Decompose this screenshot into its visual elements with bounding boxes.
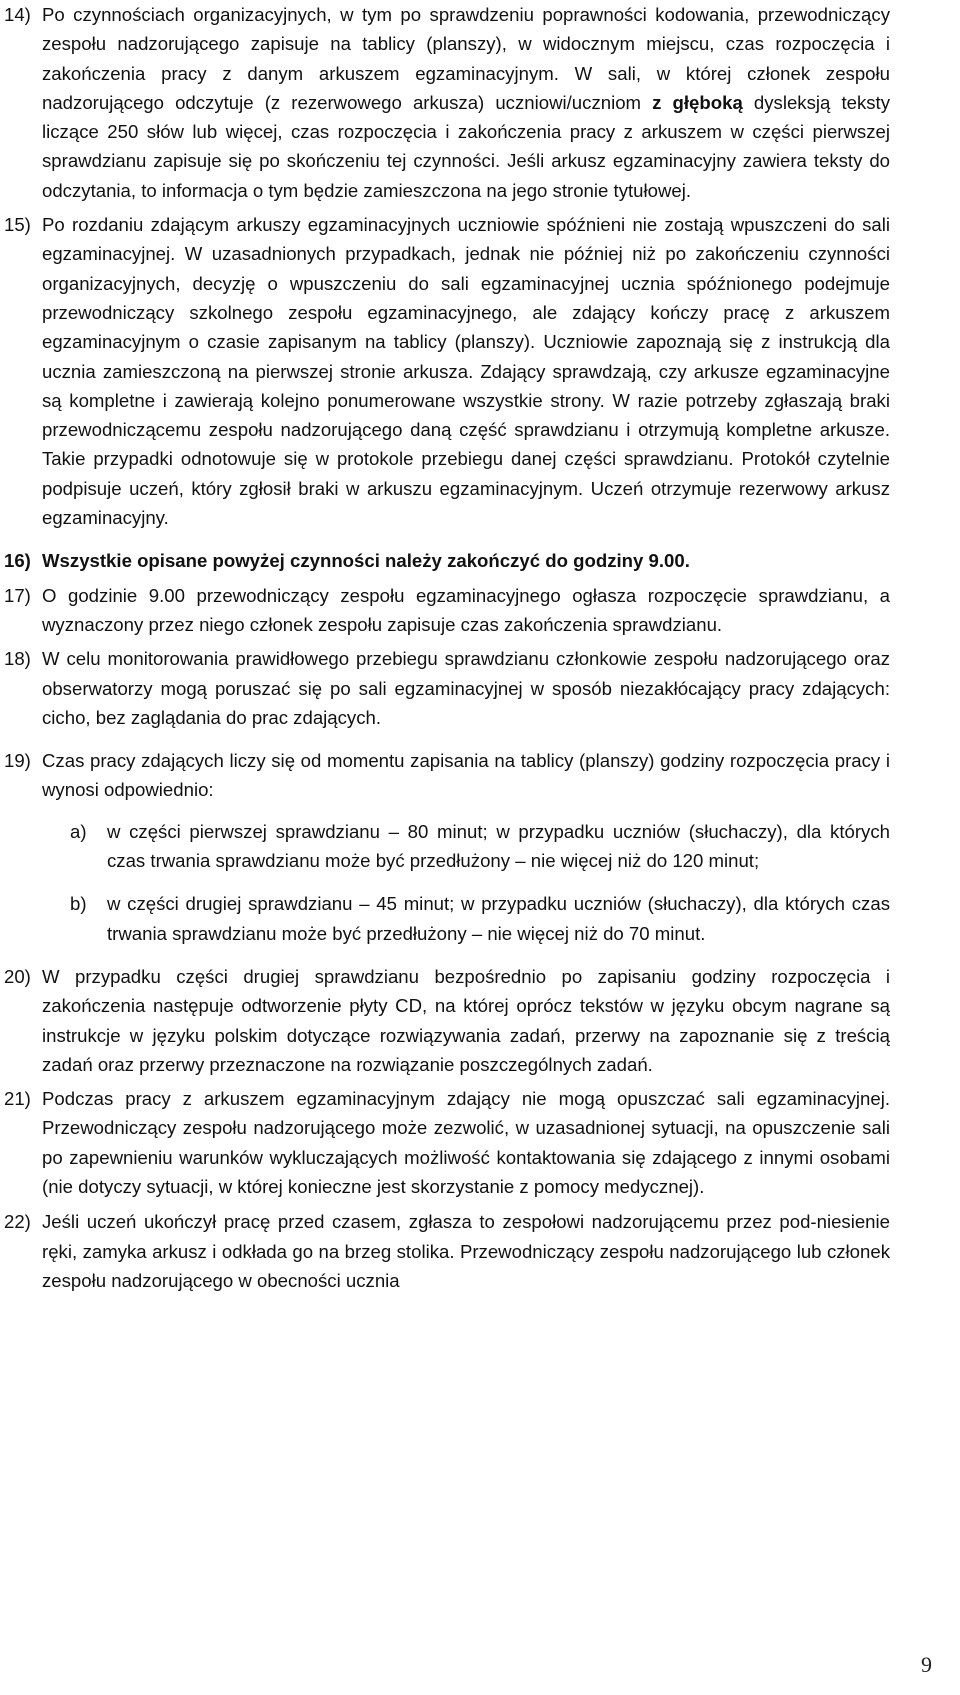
sublist-label: b) — [70, 893, 87, 915]
item-number: 14) — [4, 4, 31, 25]
item-body — [42, 746, 890, 948]
item-number: 18) — [4, 648, 31, 670]
text-segment: W celu monitorowania prawidłowego przebiegu sprawdzianu członkowie zespołu nadzorującego oraz obserwatorzy mogą poruszać się po sali egzaminacyjnej w sposób niezakłócający pracy zdających: cicho, bez zaglądania do prac zdających. — [42, 648, 890, 728]
sublist-label: a) — [70, 820, 87, 842]
list-item-21 — [4, 1084, 890, 1201]
item-text — [42, 581, 890, 640]
text-segment: W przypadku części drugiej sprawdzianu bezpośrednio po zapisaniu godziny rozpoczęcia i zakończenia następuje odtworzenie płyty CD, na której oprócz tekstów w języku obcym nagrane są instrukcje w języku polskim dotyczące rozwiązywania zadań, przerwy na zapoznanie się z treścią zadań oraz przerwy przeznaczone na rozwiązanie poszczególnych zadań. — [42, 965, 890, 1075]
text-segment: Jeśli uczeń ukończył pracę przed czasem, zgłasza to zespołowi nadzorującemu przez pod-niesienie ręki, zamyka arkusz i odkłada go na brzeg stolika. Przewodniczący zespołu nadzorującego lub członek zespołu nadzorującego w obecności ucznia — [42, 1211, 890, 1291]
bold-text-segment: Wszystkie opisane powyżej czynności należy zakończyć do godziny 9.00. — [42, 550, 690, 572]
text-segment: Po czynnościach organizacyjnych, w tym po sprawdzeniu poprawności kodowania, przewodniczący zespołu nadzorującego zapisuje na tablicy (planszy), w widocznym miejscu, czas rozpoczęcia i zakończenia pracy z danym arkuszem egzaminacyjnym. W sali, w której członek zespołu nadzorującego odczytuje (z rezerwowego arkusza) uczniowi/uczniom — [42, 4, 890, 113]
list-item-20 — [4, 962, 890, 1079]
document-page — [4, 0, 890, 1295]
item-text — [42, 210, 890, 532]
item-number: 16) — [4, 550, 31, 572]
item-text — [42, 546, 890, 575]
item-number: 22) — [4, 1211, 31, 1233]
text-segment: Czas pracy zdających liczy się od momentu zapisania na tablicy (planszy) godziny rozpoczęcia pracy i wynosi odpowiednio: — [42, 750, 890, 801]
list-item-18 — [4, 644, 890, 732]
item-number: 15) — [4, 214, 31, 236]
list-item-15 — [4, 210, 890, 532]
item-text — [42, 746, 890, 805]
bold-text-segment: z głęboką — [652, 91, 743, 113]
sublist-text: w części drugiej sprawdzianu – 45 minut; w przypadku uczniów (słuchaczy), dla których czas trwania sprawdzianu może być przedłużony – nie więcej niż do 70 minut. — [107, 893, 890, 944]
text-segment: dysleksją teksty liczące 250 słów lub więcej, czas rozpoczęcia i zakończenia pracy z arkuszem w części pierwszej sprawdzianu zapisuje się po skończeniu tej czynności. Jeśli arkusz egzaminacyjny zawiera teksty do odczytania, to informacja o tym będzie zamieszczona na jego stronie tytułowej. — [42, 91, 891, 201]
item-number: 17) — [4, 584, 31, 606]
item-text — [42, 962, 890, 1079]
list-item-14 — [4, 0, 890, 205]
item-text — [42, 644, 890, 732]
list-item-19 — [4, 746, 890, 948]
sublist — [70, 817, 890, 948]
item-number: 21) — [4, 1088, 31, 1110]
sublist-item-a — [70, 817, 890, 876]
list-item-16 — [4, 546, 890, 575]
item-text — [42, 0, 890, 205]
page-number: 9 — [921, 1652, 932, 1677]
item-text — [42, 1207, 890, 1295]
item-text — [42, 1084, 890, 1201]
list-item-17 — [4, 581, 890, 640]
sublist-text: w części pierwszej sprawdzianu – 80 minut; w przypadku uczniów (słuchaczy), dla których czas trwania sprawdzianu może być przedłużony – nie więcej niż do 120 minut; — [107, 820, 890, 872]
text-segment: Podczas pracy z arkuszem egzaminacyjnym zdający nie mogą opuszczać sali egzaminacyjnej. Przewodniczący zespołu nadzorującego może zezwolić, w uzasadnionej sytuacji, na opuszczenie sali po zapewnieniu warunków wykluczających możliwość kontaktowania się zdającego z innymi osobami (nie dotyczy sytuacji, w której konieczne jest skorzystanie z pomocy medycznej). — [42, 1088, 890, 1197]
text-segment: O godzinie 9.00 przewodniczący zespołu egzaminacyjnego ogłasza rozpoczęcie sprawdzianu, a wyznaczony przez niego członek zespołu zapisuje czas zakończenia sprawdzianu. — [42, 584, 890, 635]
item-number: 19) — [4, 750, 31, 772]
text-segment: Po rozdaniu zdającym arkuszy egzaminacyjnych uczniowie spóźnieni nie zostają wpuszczeni do sali egzaminacyjnej. W uzasadnionych przypadkach, jednak nie później niż po zakończeniu czynności organizacyjnych, decyzję o wpuszczeniu do sali egzaminacyjnej ucznia spóźnionego podejmuje przewodniczący szkolnego zespołu egzaminacyjnego, ale zdający kończy pracę z arkuszem egzaminacyjnym o czasie zapisanym na tablicy (planszy). Uczniowie zapoznają się z instrukcją dla ucznia zamieszczoną na pierwszej stronie arkusza. Zdający sprawdzają, czy arkusze egzaminacyjne są kompletne i zawierają kolejno ponumerowane wszystkie strony. W razie potrzeby zgłaszają braki przewodniczącemu zespołu nadzorującego daną część sprawdzianu i otrzymują kompletne arkusze. Takie przypadki odnotowuje się w protokole przebiegu danej części sprawdzianu. Protokół czytelnie podpisuje uczeń, który zgłosił braki w arkuszu egzaminacyjnym. Uczeń otrzymuje rezerwowy arkusz egzaminacyjny. — [42, 214, 890, 529]
sublist-item-b — [70, 889, 890, 948]
list-item-22 — [4, 1207, 890, 1295]
item-number: 20) — [4, 965, 31, 987]
